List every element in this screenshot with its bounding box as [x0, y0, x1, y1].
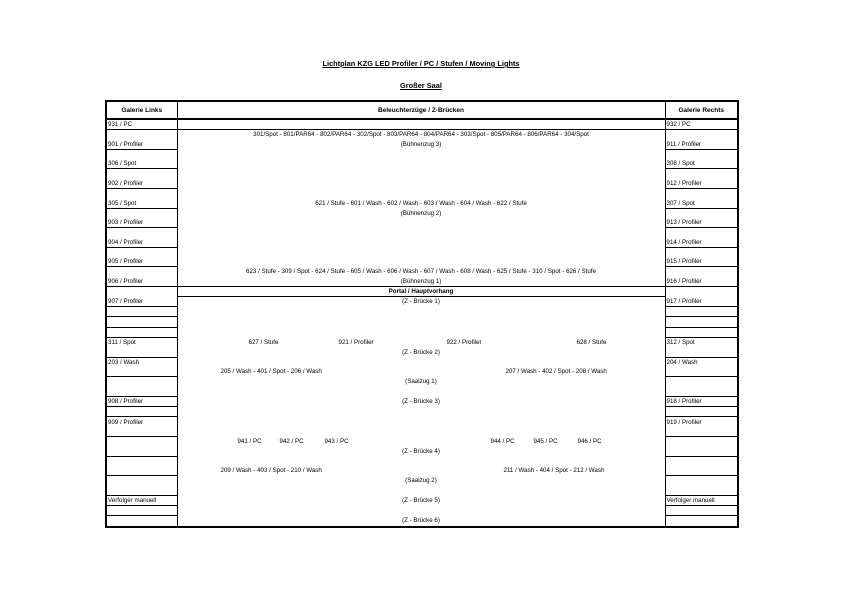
cell-middle: 621 / Stufe - 601 / Wash - 602 / Wash - 603 / Wash - 604 / Wash - 622 / Stufe — [177, 198, 665, 208]
cell-left — [106, 287, 177, 297]
cell-middle: (Saalzug 1) — [177, 377, 665, 387]
table-row — [106, 208, 738, 218]
cell-middle — [177, 437, 665, 447]
table-row — [106, 277, 738, 287]
cell-left: 905 / Profiler — [106, 257, 177, 267]
cell-middle: (Saalzug 2) — [177, 476, 665, 486]
cell-middle — [177, 119, 665, 130]
cell-right — [665, 247, 738, 257]
cell-left: 931 / PC — [106, 119, 177, 130]
cell-right: 932 / PC — [665, 119, 738, 130]
table-row — [106, 247, 738, 257]
cell-middle — [177, 179, 665, 189]
cell-left — [106, 367, 177, 377]
cell-left — [106, 476, 177, 486]
cell-left — [106, 446, 177, 456]
cell-left — [106, 387, 177, 397]
cell-middle — [177, 357, 665, 367]
cell-left: 901 / Profiler — [106, 140, 177, 150]
cell-right: 913 / Profiler — [665, 218, 738, 228]
cell-middle — [177, 417, 665, 427]
cell-right — [665, 317, 738, 327]
table-row — [106, 506, 738, 516]
table-header-row — [106, 101, 738, 119]
table-row — [106, 367, 738, 377]
cell-left: 908 / Profiler — [106, 396, 177, 406]
cell-left — [106, 228, 177, 238]
fixture-label: 946 / PC — [577, 437, 602, 445]
cell-right: 919 / Profiler — [665, 417, 738, 427]
cell-left — [106, 407, 177, 417]
cell-left: Verfolger manuell — [106, 495, 177, 505]
cell-right — [665, 149, 738, 159]
cell-right — [665, 437, 738, 447]
cell-left — [106, 307, 177, 317]
table-row — [106, 238, 738, 248]
cell-right — [665, 347, 738, 357]
table-row — [106, 198, 738, 208]
cell-right — [665, 267, 738, 277]
table-row — [106, 456, 738, 466]
cell-right — [665, 485, 738, 495]
cell-right: 916 / Profiler — [665, 277, 738, 287]
cell-right: 912 / Profiler — [665, 179, 738, 189]
cell-left — [106, 485, 177, 495]
cell-right — [665, 476, 738, 486]
cell-left — [106, 377, 177, 387]
cell-middle: (Z - Brücke 4) — [177, 446, 665, 456]
page-title: Lichtplan KZG LED Profiler / PC / Stufen / Moving Lights — [322, 59, 520, 68]
cell-right: 917 / Profiler — [665, 297, 738, 307]
fixture-label: 921 / Profiler — [338, 338, 374, 346]
table-row — [106, 149, 738, 159]
table-row — [106, 466, 738, 476]
cell-right: 911 / Profiler — [665, 140, 738, 150]
table-row — [106, 130, 738, 140]
cell-middle — [177, 238, 665, 248]
cell-middle: 623 / Stufe - 309 / Spot - 624 / Stufe - 605 / Wash - 606 / Wash - 607 / Wash - 608 / Wash - 625 / Stufe - 310 / Spot - 626 / Stufe — [177, 267, 665, 277]
table-row — [106, 347, 738, 357]
cell-left — [106, 317, 177, 327]
table-row — [106, 407, 738, 417]
table-row — [106, 437, 738, 447]
cell-right: 914 / Profiler — [665, 238, 738, 248]
header-left: Galerie Links — [106, 101, 177, 119]
cell-left — [106, 149, 177, 159]
fixture-label: 922 / Profiler — [446, 338, 482, 346]
table-row — [106, 119, 738, 130]
fixture-label: 211 / Wash - 404 / Spot - 212 / Wash — [503, 467, 605, 475]
cell-right — [665, 189, 738, 199]
cell-left: 909 / Profiler — [106, 417, 177, 427]
cell-right — [665, 427, 738, 437]
fixture-group — [179, 437, 664, 446]
cell-middle: (Z - Brücke 6) — [177, 516, 665, 527]
cell-middle — [177, 485, 665, 495]
table-row — [106, 267, 738, 277]
page-subtitle: Großer Saal — [400, 81, 442, 90]
cell-right — [665, 327, 738, 337]
table-row — [106, 169, 738, 179]
table-row — [106, 218, 738, 228]
cell-right — [665, 446, 738, 456]
cell-middle — [177, 169, 665, 179]
cell-right — [665, 130, 738, 140]
fixture-label: 941 / PC — [237, 437, 262, 445]
table-row — [106, 287, 738, 297]
cell-left — [106, 437, 177, 447]
cell-right: 915 / Profiler — [665, 257, 738, 267]
cell-left — [106, 208, 177, 218]
cell-middle — [177, 149, 665, 159]
cell-left: 902 / Profiler — [106, 179, 177, 189]
table-row — [106, 317, 738, 327]
table-row — [106, 387, 738, 397]
cell-right — [665, 169, 738, 179]
cell-left — [106, 466, 177, 476]
table-row — [106, 357, 738, 367]
cell-right — [665, 506, 738, 516]
cell-left — [106, 169, 177, 179]
cell-right: Verfolger manuell — [665, 495, 738, 505]
fixture-label: 628 / Stufe — [576, 338, 607, 346]
cell-left — [106, 456, 177, 466]
table-row — [106, 427, 738, 437]
table-row — [106, 476, 738, 486]
fixture-label: 627 / Stufe — [248, 338, 279, 346]
table-row — [106, 228, 738, 238]
fixture-label: 205 / Wash - 401 / Spot - 206 / Wash — [220, 368, 322, 376]
cell-middle — [177, 387, 665, 397]
cell-left: 907 / Profiler — [106, 297, 177, 307]
table-row — [106, 485, 738, 495]
cell-right — [665, 456, 738, 466]
table-row — [106, 327, 738, 337]
table-row — [106, 140, 738, 150]
table-row — [106, 159, 738, 169]
table-row — [106, 189, 738, 199]
cell-left — [106, 506, 177, 516]
cell-middle — [177, 506, 665, 516]
cell-middle — [177, 159, 665, 169]
cell-middle — [177, 257, 665, 267]
cell-left: 903 / Profiler — [106, 218, 177, 228]
cell-left — [106, 267, 177, 277]
cell-middle: 301/Spot - 801/PAR64 - 802/PAR64 - 302/Spot - 803/PAR64 - 804/PAR64 - 303/Spot - 805/PAR64 - 806/PAR64 - 304/Spot — [177, 130, 665, 140]
cell-middle: (Z - Brücke 2) — [177, 347, 665, 357]
cell-middle — [177, 338, 665, 348]
cell-middle — [177, 247, 665, 257]
cell-middle — [177, 228, 665, 238]
table-row — [106, 396, 738, 406]
cell-middle — [177, 317, 665, 327]
cell-right: 308 / Spot — [665, 159, 738, 169]
header-middle: Beleuchterzüge / Z-Brücken — [177, 101, 665, 119]
cell-right — [665, 208, 738, 218]
cell-right — [665, 516, 738, 527]
cell-left — [106, 130, 177, 140]
cell-middle: (Bühnenzug 2) — [177, 208, 665, 218]
cell-middle — [177, 218, 665, 228]
cell-middle — [177, 456, 665, 466]
cell-middle — [177, 367, 665, 377]
header-right: Galerie Rechts — [665, 101, 738, 119]
cell-right: 312 / Spot — [665, 338, 738, 348]
cell-left: 904 / Profiler — [106, 238, 177, 248]
fixture-label: 942 / PC — [279, 437, 304, 445]
cell-middle — [177, 327, 665, 337]
table-row — [106, 338, 738, 348]
cell-left — [106, 327, 177, 337]
cell-middle — [177, 407, 665, 417]
table-row — [106, 495, 738, 505]
table-row — [106, 417, 738, 427]
cell-middle: (Z - Brücke 1) — [177, 297, 665, 307]
cell-left: 203 / Wash — [106, 357, 177, 367]
cell-right — [665, 466, 738, 476]
cell-middle — [177, 307, 665, 317]
fixture-group — [179, 466, 664, 475]
fixture-label: 207 / Wash - 402 / Spot - 208 / Wash — [505, 368, 607, 376]
cell-right — [665, 287, 738, 297]
fixture-label: 945 / PC — [533, 437, 558, 445]
cell-middle: (Bühnenzug 3) — [177, 140, 665, 150]
table-row — [106, 307, 738, 317]
cell-left — [106, 516, 177, 527]
cell-right — [665, 228, 738, 238]
fixture-group — [179, 367, 664, 376]
cell-right — [665, 367, 738, 377]
table-row — [106, 179, 738, 189]
cell-right — [665, 377, 738, 387]
cell-right — [665, 387, 738, 397]
cell-left — [106, 347, 177, 357]
table-row — [106, 257, 738, 267]
table-row — [106, 377, 738, 387]
fixture-group — [179, 338, 664, 347]
cell-right — [665, 307, 738, 317]
fixture-label: 943 / PC — [324, 437, 349, 445]
cell-middle: (Z - Brücke 5) — [177, 495, 665, 505]
cell-right: 204 / Wash — [665, 357, 738, 367]
fixture-label: 209 / Wash - 403 / Spot - 210 / Wash — [220, 467, 322, 475]
cell-middle — [177, 189, 665, 199]
table-row — [106, 297, 738, 307]
cell-middle — [177, 466, 665, 476]
cell-left: 305 / Spot — [106, 198, 177, 208]
cell-middle: (Z - Brücke 3) — [177, 396, 665, 406]
light-plan-table — [105, 100, 739, 528]
cell-right: 918 / Profiler — [665, 396, 738, 406]
cell-middle: Portal / Hauptvorhang — [177, 287, 665, 297]
cell-middle — [177, 427, 665, 437]
cell-left: 306 / Spot — [106, 159, 177, 169]
table-row — [106, 446, 738, 456]
table-row — [106, 516, 738, 527]
cell-left — [106, 189, 177, 199]
cell-left — [106, 427, 177, 437]
cell-left — [106, 247, 177, 257]
cell-right — [665, 407, 738, 417]
cell-middle: (Bühnenzug 1) — [177, 277, 665, 287]
cell-right: 307 / Spot — [665, 198, 738, 208]
cell-left: 311 / Spot — [106, 338, 177, 348]
cell-left: 906 / Profiler — [106, 277, 177, 287]
fixture-label: 944 / PC — [490, 437, 515, 445]
